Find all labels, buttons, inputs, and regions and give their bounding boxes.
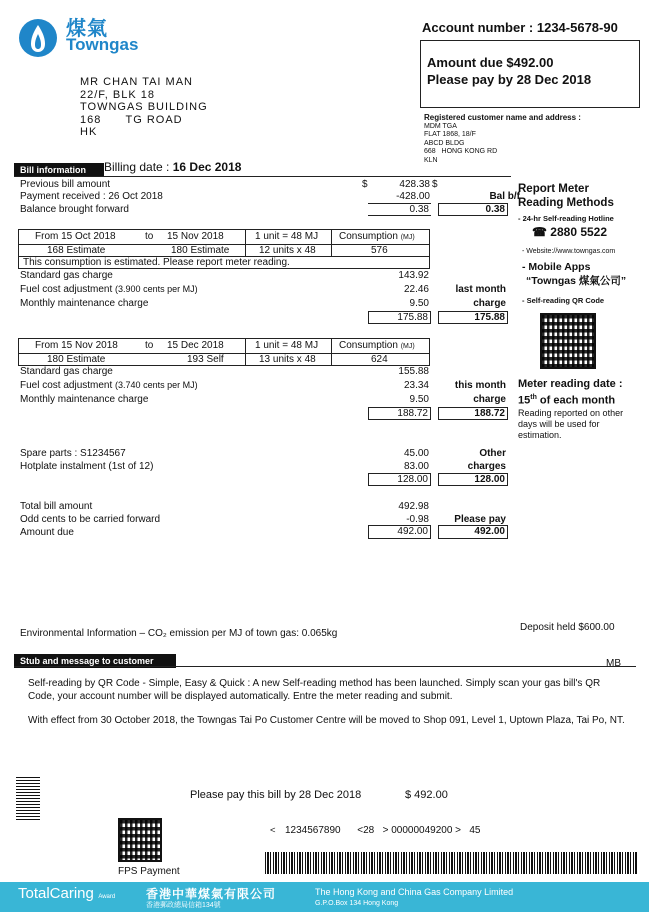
company-english: The Hong Kong and China Gas Company Limited xyxy=(315,887,514,897)
hotline-line xyxy=(532,225,638,239)
pay-amount: $ 492.00 xyxy=(405,789,448,801)
last-month-amount: 175.88 xyxy=(438,311,508,324)
registered-line: KLN xyxy=(424,156,438,164)
charge-label-text: Fuel cost adjustment xyxy=(20,380,113,391)
environmental-info: Environmental Information – CO₂ emission per MJ of town gas: 0.065kg xyxy=(20,628,338,639)
other-side-label: Other xyxy=(479,448,506,459)
qr-code-label-text: Self-reading QR Code xyxy=(526,296,605,305)
bill-info-tab: Bill information xyxy=(14,163,104,177)
charge-label xyxy=(20,284,198,295)
charges-side-label: charges xyxy=(467,461,506,472)
charge-label-text: Fuel cost adjustment xyxy=(20,284,113,295)
consumption-unit: (MJ) xyxy=(400,343,415,350)
logo-chinese-text: 煤氣 xyxy=(66,18,108,40)
registered-label: Registered customer name and address : xyxy=(424,113,581,122)
this-month-amount: 188.72 xyxy=(438,407,508,420)
period1-estimate-note: This consumption is estimated. Please report meter reading. xyxy=(18,256,430,269)
charge-label: Monthly maintenance charge xyxy=(20,394,149,405)
qr-code-label xyxy=(522,296,638,305)
amount-due-line: Amount due $492.00 xyxy=(427,55,554,70)
billing-date: 16 Dec 2018 xyxy=(172,160,242,174)
address-line: MR CHAN TAI MAN xyxy=(80,76,193,88)
period1-box xyxy=(18,229,430,257)
towngas-logo xyxy=(14,14,144,56)
company-chinese: 香港中華煤氣有限公司 xyxy=(146,887,277,901)
meter-reading-panel xyxy=(518,378,640,441)
charge-side-label: charge xyxy=(473,394,506,405)
period1-units-calc: 12 units x 48 xyxy=(259,245,316,256)
other-label: Spare parts : S1234567 xyxy=(20,448,126,459)
stub-tab: Stub and message to customer xyxy=(14,654,176,668)
apps-label: - Mobile Apps xyxy=(522,261,591,273)
total-label: Odd cents to be carried forward xyxy=(20,514,161,525)
prev-row-label: Balance brought forward xyxy=(20,204,129,215)
company-english-address: G.P.O.Box 134 Hong Kong xyxy=(315,900,399,907)
period1-total: 175.88 xyxy=(368,311,431,324)
charge-amount: 143.92 xyxy=(398,270,429,281)
period2-to-read: 193 Self xyxy=(187,354,224,365)
meter-reading-day xyxy=(518,391,640,408)
period1-from: From 15 Oct 2018 xyxy=(35,231,116,242)
last-month-label: last month xyxy=(455,284,506,295)
charge-label: Standard gas charge xyxy=(20,270,113,281)
billing-date-label: Billing date : xyxy=(104,160,170,174)
consumption-unit: (MJ) xyxy=(400,234,415,241)
prev-row-amount: 0.38 xyxy=(368,203,431,216)
stub-rule xyxy=(14,666,636,667)
bal-bf-amount: 0.38 xyxy=(438,203,508,216)
stub-code: MB xyxy=(606,658,621,669)
phone-icon: ☎ xyxy=(532,225,547,239)
pay-by-line: Please pay by 28 Dec 2018 xyxy=(427,72,592,87)
self-reading-qr-code[interactable] xyxy=(540,313,596,369)
period2-from-read: 180 Estimate xyxy=(47,354,106,365)
report-methods-panel xyxy=(518,182,638,305)
apps-name: “Towngas 煤氣公司” xyxy=(526,275,627,287)
period1-to-word: to xyxy=(145,231,154,242)
address-line: 22/F, BLK 18 xyxy=(80,88,155,101)
other-amount: 45.00 xyxy=(403,448,429,459)
prev-row-label: Previous bill amount xyxy=(20,179,111,190)
meter-day: 15 xyxy=(518,394,531,407)
total-amount: -0.98 xyxy=(406,514,429,525)
meter-reading-title: Meter reading date : xyxy=(518,378,623,390)
total-amount: 492.98 xyxy=(398,501,429,512)
total-caring-logo xyxy=(18,885,115,903)
registered-line: MDM TGA xyxy=(424,122,457,130)
address-line: TOWNGAS BUILDING xyxy=(80,101,208,113)
please-pay-label: Please pay xyxy=(454,514,506,525)
deposit-held: Deposit held $600.00 xyxy=(520,622,615,633)
period2-box xyxy=(18,338,430,366)
registered-address xyxy=(424,114,581,165)
side-barcode xyxy=(16,776,40,820)
account-number-line: Account number : 1234-5678-90 xyxy=(422,20,618,35)
payment-barcode xyxy=(265,852,637,874)
account-label: Account number xyxy=(422,20,526,35)
dollar-sign: $ xyxy=(432,179,438,190)
amount-due-total: 492.00 xyxy=(368,525,431,539)
address-line: HK xyxy=(80,126,98,138)
charge-label: Standard gas charge xyxy=(20,366,113,377)
period2-to: 15 Dec 2018 xyxy=(167,340,224,351)
meter-reading-note: Reading reported on other days will be used for estimation. xyxy=(518,407,624,440)
charge-amount: 23.34 xyxy=(403,380,429,391)
prev-row-amount: 428.38 xyxy=(399,179,430,190)
hotline-label: - 24-hr Self-reading Hotline xyxy=(518,214,614,223)
charge-label xyxy=(20,380,198,391)
mailing-address xyxy=(80,76,208,139)
prev-row-label: Payment received : 26 Oct 2018 xyxy=(20,191,163,202)
charge-rate: (3.740 cents per MJ) xyxy=(115,380,198,390)
footer-bar xyxy=(0,882,649,912)
account-number: 1234-5678-90 xyxy=(536,20,618,35)
flame-logo-icon xyxy=(18,18,58,58)
registered-line: FLAT 1868, 18/F xyxy=(424,131,476,138)
prev-row-amount: -428.00 xyxy=(396,191,430,202)
other-amount: 83.00 xyxy=(403,461,429,472)
period2-total: 188.72 xyxy=(368,407,431,420)
period1-from-read: 168 Estimate xyxy=(47,245,106,256)
report-title: Report Meter xyxy=(518,183,589,195)
period1-to: 15 Nov 2018 xyxy=(167,231,224,242)
charge-rate: (3.900 cents per MJ) xyxy=(115,284,198,294)
registered-line: ABCD BLDG xyxy=(424,139,465,147)
logo-english-text: Towngas xyxy=(66,35,139,54)
charge-side-label: charge xyxy=(473,298,506,309)
meter-day-suffix: th xyxy=(530,394,537,401)
amount-due-box xyxy=(420,40,640,108)
ocr-line: 1234567890 <28 > 00000049200 > 45 xyxy=(285,825,481,836)
period2-unit: 1 unit = 48 MJ xyxy=(255,340,319,351)
charge-amount: 155.88 xyxy=(398,366,429,377)
fps-payment-label: FPS Payment xyxy=(118,866,180,877)
period2-to-word: to xyxy=(145,340,154,351)
total-label: Total bill amount xyxy=(20,501,93,512)
dollar-sign: $ xyxy=(362,179,368,190)
total-caring-award: Award xyxy=(98,894,116,900)
bullet-icon: - xyxy=(522,296,525,305)
bill-info-rule xyxy=(14,176,511,177)
report-title-2: Reading Methods xyxy=(518,197,614,209)
charge-amount: 9.50 xyxy=(409,394,429,405)
charge-amount: 22.46 xyxy=(403,284,429,295)
ocr-line-marker: < xyxy=(270,825,276,836)
period2-consumption-label xyxy=(339,340,415,351)
total-caring-brand: TotalCaring xyxy=(18,885,94,902)
stub-message-1: Self-reading by QR Code - Simple, Easy & Quick : A new Self-reading method has been launched. Simply scan your gas bill's QR Code, your account number will be displayed automatically. Entre the meter reading and submit. xyxy=(28,678,601,702)
address-line: 168 TG ROAD xyxy=(80,113,183,126)
website-link[interactable]: - Website://www.towngas.com xyxy=(522,248,616,255)
consumption-label: Consumption xyxy=(339,340,398,351)
company-chinese-address: 香港郵政總局信箱134號 xyxy=(146,902,221,909)
consumption-label: Consumption xyxy=(339,231,398,242)
period2-units-calc: 13 units x 48 xyxy=(259,354,316,365)
meter-day-rest: of each month xyxy=(539,394,616,407)
registered-line: 668 HONG KONG RD xyxy=(424,148,498,155)
period2-from: From 15 Nov 2018 xyxy=(35,340,118,351)
bal-bf-label: Bal b/f xyxy=(489,191,520,202)
other-side-amount: 128.00 xyxy=(438,473,508,486)
stub-message-2: With effect from 30 October 2018, the Towngas Tai Po Customer Centre will be moved to Shop 091, Level 1, Uptown Plaza, Tai Po, NT. xyxy=(28,715,625,726)
period1-to-read: 180 Estimate xyxy=(171,245,230,256)
this-month-label: this month xyxy=(454,380,506,391)
period2-consumption: 624 xyxy=(371,354,388,365)
charge-label: Monthly maintenance charge xyxy=(20,298,149,309)
period1-consumption: 576 xyxy=(371,245,388,256)
billing-date-line xyxy=(104,160,241,174)
total-label: Amount due xyxy=(20,527,74,538)
please-pay-amount: 492.00 xyxy=(438,525,508,539)
period1-unit: 1 unit = 48 MJ xyxy=(255,231,319,242)
other-label: Hotplate instalment (1st of 12) xyxy=(20,461,154,472)
hotline-number[interactable]: 2880 5522 xyxy=(550,225,608,239)
charge-amount: 9.50 xyxy=(409,298,429,309)
period1-consumption-label xyxy=(339,231,415,242)
other-total: 128.00 xyxy=(368,473,431,486)
fps-qr-code[interactable] xyxy=(118,818,162,862)
pay-by-text: Please pay this bill by 28 Dec 2018 xyxy=(190,789,362,801)
